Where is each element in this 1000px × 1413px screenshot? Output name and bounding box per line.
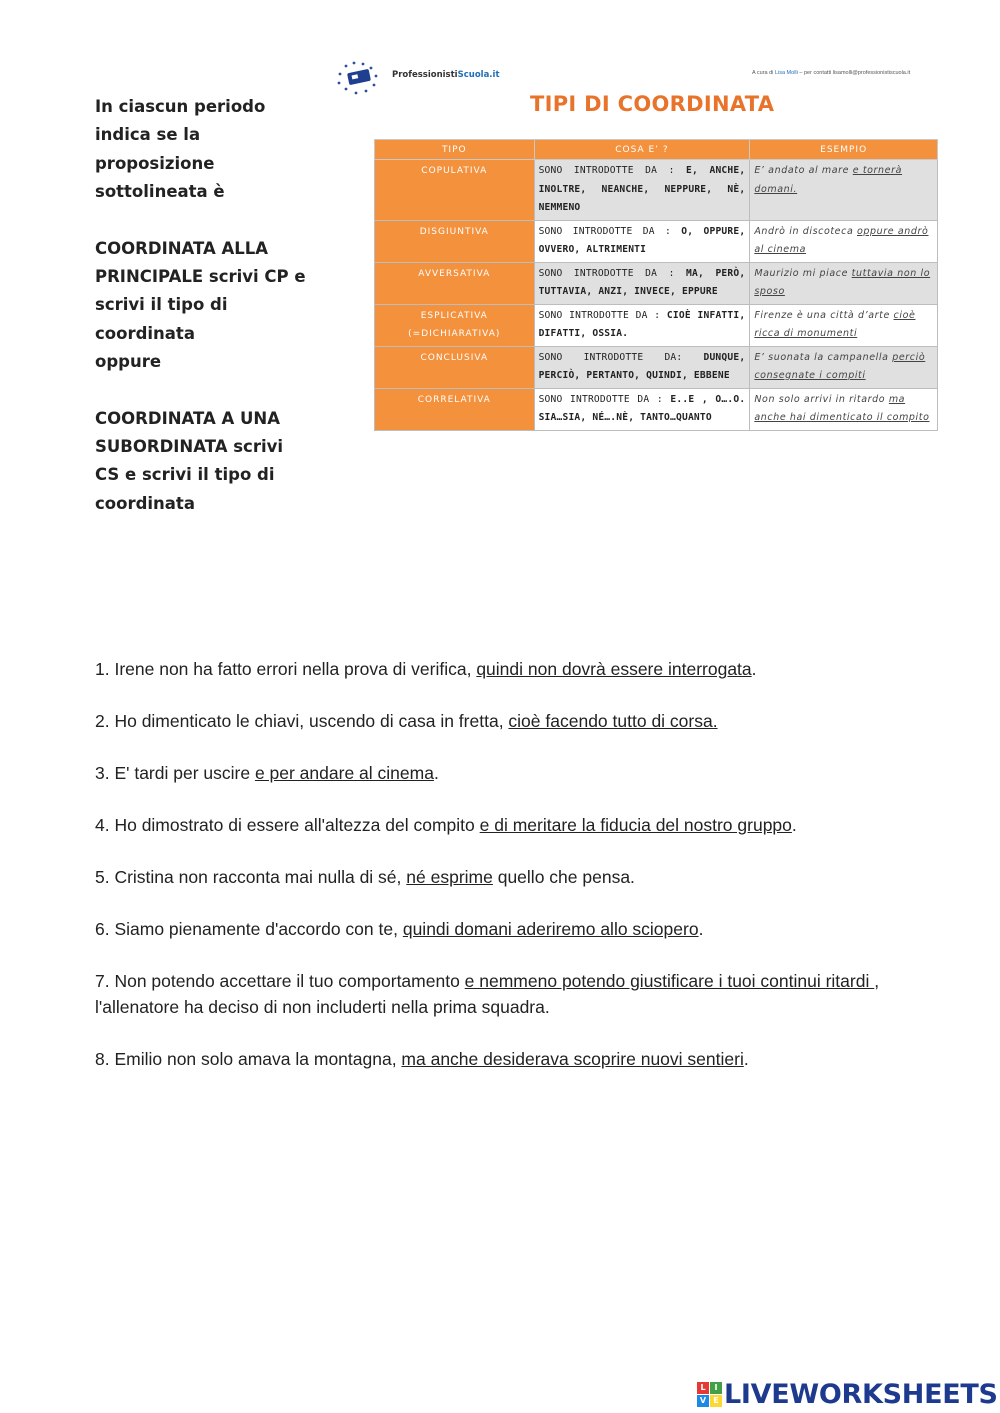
cosa-cell: SONO INTRODOTTE DA : CIOÈ INFATTI, DIFATTI, OSSIA. [534,304,750,346]
exercise-list [95,656,895,1098]
instructions [95,93,310,518]
cosa-cell: SONO INTRODOTTE DA : MA, PERÒ, TUTTAVIA, ANZI, INVECE, EPPURE [534,262,750,304]
credits: A cura di Lisa Molli – per contatti lisamolli@professionistiscuola.it [752,70,911,76]
tipo-cell: AVVERSATIVA [375,262,535,304]
cosa-cell: SONO INTRODOTTE DA : E..E , O….O. SIA…SIA, NÉ….NÈ, TANTO…QUANTO [534,388,750,430]
wm-letter: E [710,1395,722,1407]
header-esempio: ESEMPIO [750,140,938,160]
table-row [375,388,938,430]
wm-letter: L [697,1382,709,1394]
tipo-cell: COPULATIVA [375,160,535,221]
exercise-item: 8. Emilio non solo amava la montagna, ma anche desiderava scoprire nuovi sentieri. [95,1049,749,1069]
table-row [375,304,938,346]
tipo-cell: CORRELATIVA [375,388,535,430]
table-row [375,262,938,304]
esempio-cell: Maurizio mi piace tuttavia non lo sposo [750,262,938,304]
esempio-cell: Non solo arrivi in ritardo ma anche hai dimenticato il compito [750,388,938,430]
header-tipo: TIPO [375,140,535,160]
coordinata-table [374,139,938,431]
cosa-cell: SONO INTRODOTTE DA : E, ANCHE, INOLTRE, NEANCHE, NEPPURE, NÈ, NEMMENO [534,160,750,221]
exercise-item: 2. Ho dimenticato le chiavi, uscendo di casa in fretta, cioè facendo tutto di corsa. [95,711,718,731]
liveworksheets-text: LIVEWORKSHEETS [724,1378,998,1410]
wm-letter: I [710,1382,722,1394]
exercise-item: 7. Non potendo accettare il tuo comportamento e nemmeno potendo giustificare i tuoi continui ritardi , l'allenatore ha deciso di non includerti nella prima squadra. [95,971,880,1017]
instructions-cs: COORDINATA A UNA SUBORDINATA scrivi CS e scrivi il tipo di coordinata [95,408,284,513]
instructions-intro: In ciascun periodo indica se la proposizione sottolineata è [95,97,266,202]
esempio-cell: E’ suonata la campanella perciò consegnate i compiti [750,346,938,388]
esempio-cell: Firenze è una città d’arte cioè ricca di monumenti [750,304,938,346]
liveworksheets-watermark [697,1377,998,1411]
tipo-cell: DISGIUNTIVA [375,220,535,262]
esempio-cell: Andrò in discoteca oppure andrò al cinema [750,220,938,262]
wm-letter: V [697,1395,709,1407]
exercise-item: 3. E' tardi per uscire e per andare al cinema. [95,763,439,783]
cosa-cell: SONO INTRODOTTE DA : O, OPPURE, OVVERO, ALTRIMENTI [534,220,750,262]
exercise-item: 4. Ho dimostrato di essere all'altezza del compito e di meritare la fiducia del nostro gruppo. [95,815,797,835]
table-row [375,160,938,221]
table-row [375,346,938,388]
instructions-cp: COORDINATA ALLA PRINCIPALE scrivi CP e scrivi il tipo di coordinata [95,238,306,343]
instructions-oppure: oppure [95,352,162,372]
table-row [375,220,938,262]
liveworksheets-logo-icon [697,1382,722,1407]
tipo-cell: ESPLICATIVA (=DICHIARATIVA) [375,304,535,346]
exercise-item: 5. Cristina non racconta mai nulla di sé, né esprime quello che pensa. [95,867,635,887]
exercise-item: 6. Siamo pienamente d'accordo con te, quindi domani aderiremo allo sciopero. [95,919,704,939]
header-cosa: COSA E’ ? [534,140,750,160]
cosa-cell: SONO INTRODOTTE DA: DUNQUE, PERCIÒ, PERTANTO, QUINDI, EBBENE [534,346,750,388]
tipo-cell: CONCLUSIVA [375,346,535,388]
logo-text: ProfessionistiScuola.it [392,70,500,80]
table-header-row [375,140,938,160]
exercise-item: 1. Irene non ha fatto errori nella prova di verifica, quindi non dovrà essere interrogata. [95,659,757,679]
table-title: TIPI DI COORDINATA [530,92,775,116]
esempio-cell: E’ andato al mare e tornerà domani. [750,160,938,221]
